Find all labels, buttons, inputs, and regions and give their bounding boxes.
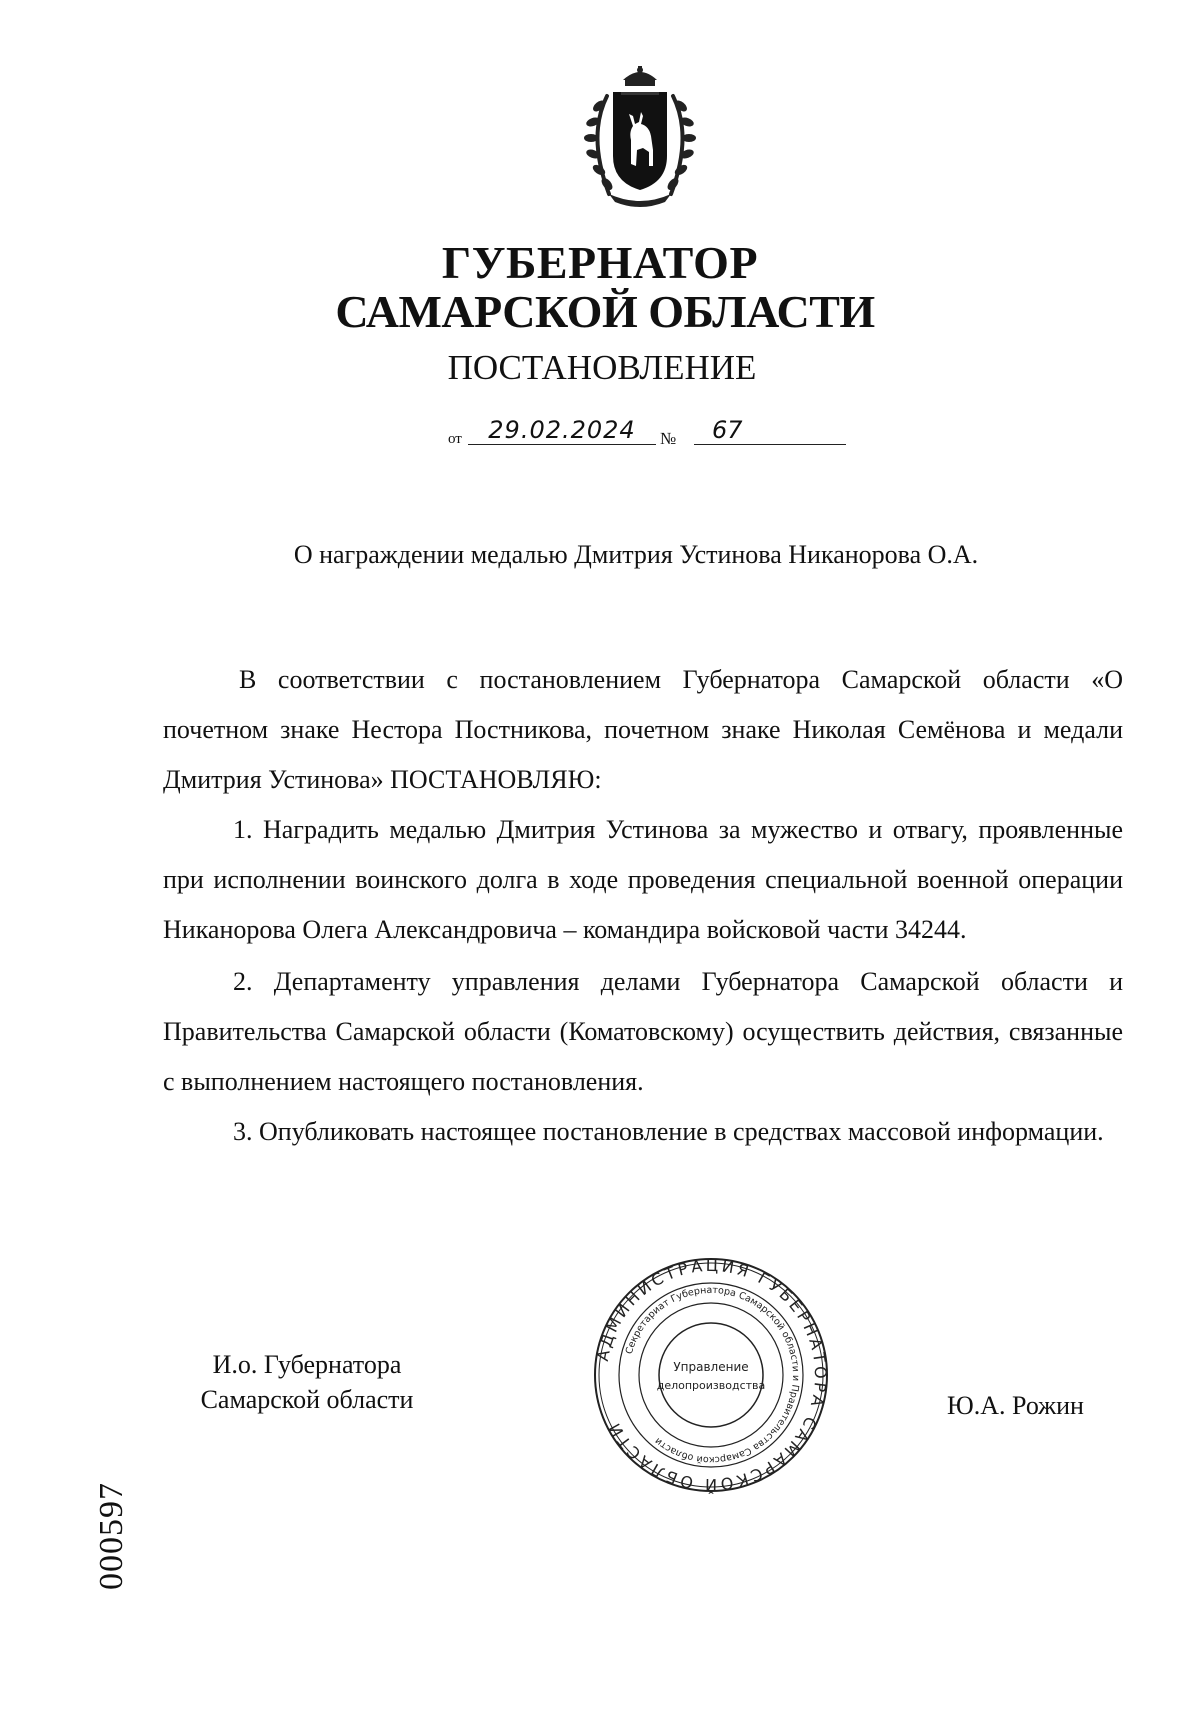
- issuer-title-line1: ГУБЕРНАТОР: [441, 237, 759, 288]
- document-type: ПОСТАНОВЛЕНИЕ: [447, 348, 757, 387]
- issuer-title-line2: САМАРСКОЙ ОБЛАСТИ: [335, 286, 875, 337]
- item-3-paragraph: 3. Опубликовать настоящее постановление в средствах массовой информации.: [233, 1117, 1104, 1146]
- coat-of-arms-emblem: [569, 66, 711, 212]
- official-stamp: [592, 1256, 830, 1494]
- signatory-name: Ю.А. Рожин: [947, 1391, 1084, 1420]
- registration-number: 000597: [93, 1482, 130, 1590]
- stamp-center-line1: Управление: [673, 1360, 749, 1374]
- signatory-position-line1: И.о. Губернатора: [212, 1350, 402, 1379]
- document-number: 67: [694, 416, 846, 445]
- stamp-middle-text: Секретариат Губернатора Самарской области и Правительства Самарской области: [623, 1284, 802, 1466]
- document-body: [163, 655, 1123, 1157]
- date-number-line: [448, 416, 848, 446]
- number-label: №: [660, 429, 677, 448]
- date-prefix: от: [448, 431, 462, 447]
- document-subject: О награждении медалью Дмитрия Устинова Никанорова О.А.: [293, 540, 979, 569]
- item-2-paragraph: 2. Департаменту управления делами Губернатора Самарской области и Правительства Самарской области (Коматовскому) осуществить действия, связанные с выполнением настоящего постановления.: [163, 967, 1123, 1096]
- stamp-outer-text: АДМИНИСТРАЦИЯ ГУБЕРНАТОРА САМАРСКОЙ ОБЛАСТИ: [592, 1256, 830, 1494]
- preamble-paragraph: В соответствии с постановлением Губернатора Самарской области «О почетном знаке Нестора Постникова, почетном знаке Николая Семёнова и медали Дмитрия Устинова» ПОСТАНОВЛЯЮ:: [163, 665, 1123, 794]
- document-date: 29.02.2024: [468, 416, 656, 445]
- stamp-center-line2: делопроизводства: [656, 1379, 766, 1392]
- signatory-position-line2: Самарской области: [200, 1385, 414, 1414]
- signatory-position: [157, 1347, 457, 1417]
- item-1-paragraph: 1. Наградить медалью Дмитрия Устинова за мужество и отвагу, проявленные при исполнении воинского долга в ходе проведения специальной военной операции Никанорова Олега Александровича – командира войсковой части 34244.: [163, 815, 1123, 944]
